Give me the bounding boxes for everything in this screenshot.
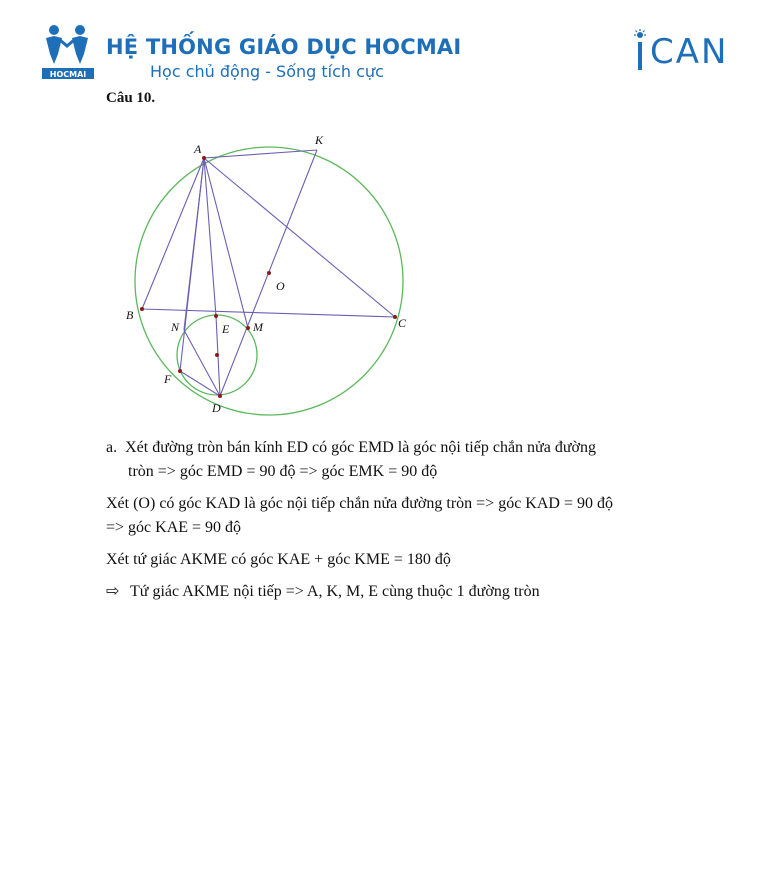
solution-a-line1 [106,436,596,460]
point-d [218,394,222,398]
geometry-figure [118,118,438,428]
solution-a-line2: tròn => góc EMD = 90 độ => góc EMK = 90 độ [128,463,438,480]
solution-c-line: Xét tứ giác AKME có góc KAE + góc KME = 180 độ [106,551,451,568]
line-fd [180,371,220,396]
label-k: K [315,133,324,147]
label-m: M [253,320,263,334]
label-e: E [222,322,230,336]
line-bc [142,309,395,317]
arrow-right-icon: ⇨ [106,583,120,600]
question-title: Câu 10. [106,90,156,106]
point-m [246,326,250,330]
point-mid [215,353,219,357]
solution-d-text: Tứ giác AKME nội tiếp => A, K, M, E cùng thuộc 1 đường tròn [130,583,540,600]
ican-logo [630,28,740,78]
line-nd [184,330,220,396]
label-b: B [126,308,134,322]
point-e [214,314,218,318]
label-o: O [276,279,285,293]
solution-a-marker: a. [106,439,118,456]
circle-o [135,147,403,415]
line-ac [204,158,395,317]
label-f: F [164,372,172,386]
ican-i-icon [630,28,650,78]
solution-b-line1: Xét (O) có góc KAD là góc nội tiếp chắn nửa đường tròn => góc KAD = 90 độ [106,495,613,512]
brand-slogan: Học chủ động - Sống tích cực [150,62,384,81]
label-d: D [212,401,221,415]
solution-d-line [106,580,540,604]
solution-b-line2: => góc KAE = 90 độ [106,519,242,536]
ican-text: CAN [650,32,729,72]
line-ak [204,150,317,158]
point-b [140,307,144,311]
point-a [202,156,206,160]
point-f [178,369,182,373]
logo-caption: HOCMAI [49,70,87,79]
point-c [393,315,397,319]
solution-a-text1: Xét đường tròn bán kính ED có góc EMD là góc nội tiếp chắn nửa đường [125,439,596,456]
hocmai-logo-icon [40,24,96,80]
label-c: C [398,316,407,330]
point-o [267,271,271,275]
page-header [0,0,780,92]
brand-title: HỆ THỐNG GIÁO DỤC HOCMAI [106,35,462,59]
label-a: A [194,142,202,156]
label-n: N [171,320,180,334]
